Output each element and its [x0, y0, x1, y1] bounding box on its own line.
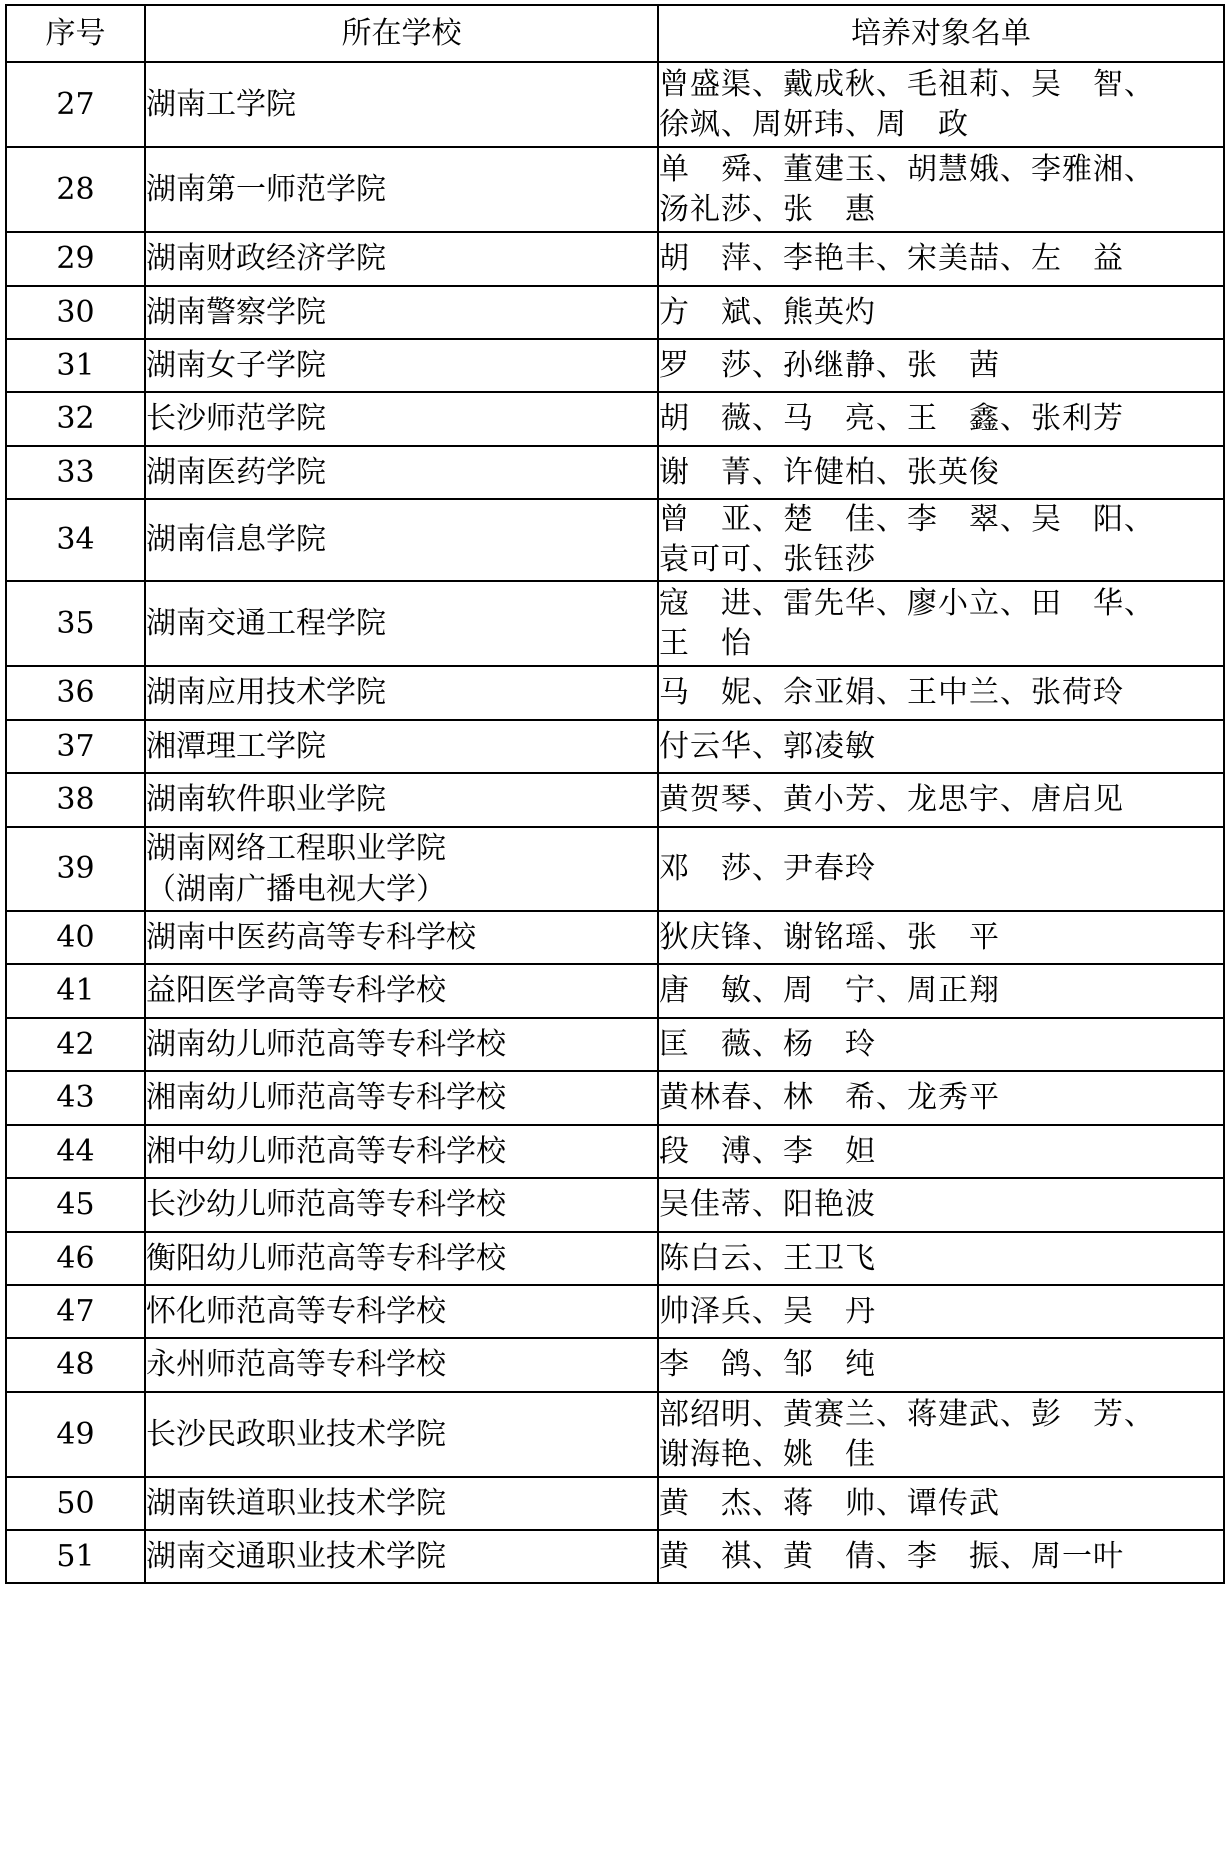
- school-name-line: 湖南财政经济学院: [146, 241, 386, 276]
- school-cell: [145, 1018, 658, 1071]
- school-cell: [145, 827, 658, 911]
- candidate-names-line: 胡 萍、李艳丰、宋美喆、左 益: [659, 241, 1124, 276]
- school-name-line: 湖南信息学院: [146, 522, 326, 557]
- school-cell: [145, 1392, 658, 1477]
- table-row: [6, 581, 1224, 666]
- candidate-names-cell: [658, 446, 1224, 499]
- table-row: [6, 62, 1224, 147]
- school-name-line: 湖南医药学院: [146, 454, 326, 490]
- school-cell: [145, 964, 658, 1018]
- table-row: [6, 1125, 1224, 1178]
- serial-number-cell: 37: [6, 720, 145, 773]
- school-cell: [145, 446, 658, 499]
- candidate-names-line: 部绍明、黄赛兰、蒋建武、彭 芳、: [659, 1396, 1155, 1432]
- table-row: [6, 446, 1224, 499]
- serial-number-cell: 31: [6, 339, 145, 392]
- school-name-line: 长沙幼儿师范高等专科学校: [146, 1187, 506, 1222]
- serial-number-cell: 30: [6, 286, 145, 339]
- candidate-names-line: 李 鸽、邹 纯: [659, 1347, 876, 1382]
- school-cell: [145, 286, 658, 339]
- table-row: [6, 1392, 1224, 1477]
- candidate-names-line: 黄林春、林 希、龙秀平: [659, 1080, 1000, 1115]
- serial-number-cell: 46: [6, 1232, 145, 1285]
- school-name-line: 湖南警察学院: [146, 294, 326, 330]
- table-row: [6, 773, 1224, 827]
- school-name-line: 湖南应用技术学院: [146, 675, 386, 710]
- table-row: [6, 1530, 1224, 1583]
- serial-number-cell: 33: [6, 446, 145, 499]
- header-school: 所在学校: [145, 5, 658, 62]
- school-cell: [145, 392, 658, 446]
- serial-number-cell: 48: [6, 1338, 145, 1392]
- school-cell: [145, 499, 658, 581]
- serial-number-cell: 41: [6, 964, 145, 1018]
- candidate-names-line: 吴佳蒂、阳艳波: [659, 1187, 876, 1222]
- school-cell: [145, 666, 658, 720]
- candidate-names-line: 寇 进、雷先华、廖小立、田 华、: [659, 585, 1155, 621]
- header-serial-number: 序号: [6, 5, 145, 62]
- candidate-names-line: 曾盛渠、戴成秋、毛祖莉、吴 智、: [659, 66, 1155, 102]
- school-name-line: 湖南女子学院: [146, 347, 326, 383]
- candidate-names-cell: [658, 147, 1224, 232]
- school-name-line: 湖南工学院: [146, 86, 296, 122]
- table-row: [6, 1071, 1224, 1125]
- school-name-line: 湘南幼儿师范高等专科学校: [146, 1080, 506, 1115]
- table-row: [6, 1285, 1224, 1338]
- table-body: [6, 62, 1224, 1583]
- serial-number-cell: 42: [6, 1018, 145, 1071]
- table-row: [6, 147, 1224, 232]
- candidate-names-cell: [658, 1232, 1224, 1285]
- candidate-names-cell: [658, 1285, 1224, 1338]
- serial-number-cell: 47: [6, 1285, 145, 1338]
- candidate-names-line: 黄 杰、蒋 帅、谭传武: [659, 1485, 1000, 1521]
- table-row: [6, 499, 1224, 581]
- candidate-names-line: 胡 薇、马 亮、王 鑫、张利芳: [659, 401, 1124, 436]
- candidate-names-cell: [658, 964, 1224, 1018]
- serial-number-cell: 45: [6, 1178, 145, 1232]
- table-row: [6, 964, 1224, 1018]
- candidate-names-line: 谢海艳、姚 佳: [659, 1436, 876, 1472]
- candidate-names-line: 王 怡: [659, 625, 752, 661]
- school-name-line: 湖南幼儿师范高等专科学校: [146, 1026, 506, 1062]
- table-row: [6, 827, 1224, 911]
- school-cell: [145, 1477, 658, 1530]
- school-cell: [145, 720, 658, 773]
- school-cell: [145, 62, 658, 147]
- candidate-names-cell: [658, 666, 1224, 720]
- table-row: [6, 1178, 1224, 1232]
- school-cell: [145, 147, 658, 232]
- candidate-names-line: 谢 菁、许健柏、张英俊: [659, 454, 1000, 490]
- candidate-names-line: 陈白云、王卫飞: [659, 1240, 876, 1276]
- candidate-list-table: [5, 4, 1225, 1584]
- school-cell: [145, 911, 658, 964]
- serial-number-cell: 29: [6, 232, 145, 286]
- school-name-line: 湖南中医药高等专科学校: [146, 919, 476, 955]
- serial-number-cell: 38: [6, 773, 145, 827]
- candidate-names-cell: [658, 911, 1224, 964]
- school-name-line: 永州师范高等专科学校: [146, 1347, 446, 1382]
- serial-number-cell: 39: [6, 827, 145, 911]
- school-cell: [145, 232, 658, 286]
- candidate-names-cell: [658, 1071, 1224, 1125]
- school-name-line: 怀化师范高等专科学校: [146, 1293, 446, 1329]
- serial-number-cell: 49: [6, 1392, 145, 1477]
- candidate-names-cell: [658, 232, 1224, 286]
- table-header-row: [6, 5, 1224, 62]
- candidate-names-line: 段 溥、李 妲: [659, 1133, 876, 1169]
- candidate-names-line: 徐飒、周妍玮、周 政: [659, 106, 969, 142]
- candidate-names-line: 马 妮、佘亚娟、王中兰、张荷玲: [659, 675, 1124, 710]
- school-cell: [145, 1338, 658, 1392]
- serial-number-cell: 51: [6, 1530, 145, 1583]
- serial-number-cell: 35: [6, 581, 145, 666]
- candidate-names-line: 汤礼莎、张 惠: [659, 191, 876, 227]
- candidate-names-cell: [658, 499, 1224, 581]
- school-cell: [145, 339, 658, 392]
- candidate-names-cell: [658, 773, 1224, 827]
- table-row: [6, 286, 1224, 339]
- school-name-line: 益阳医学高等专科学校: [146, 973, 446, 1008]
- table-row: [6, 720, 1224, 773]
- table-row: [6, 1232, 1224, 1285]
- school-cell: [145, 1178, 658, 1232]
- candidate-names-cell: [658, 1477, 1224, 1530]
- school-cell: [145, 1285, 658, 1338]
- serial-number-cell: 27: [6, 62, 145, 147]
- candidate-names-line: 匡 薇、杨 玲: [659, 1026, 876, 1062]
- school-name-line: 湖南网络工程职业学院: [146, 831, 446, 866]
- candidate-names-cell: [658, 1392, 1224, 1477]
- candidate-names-line: 罗 莎、孙继静、张 茜: [659, 347, 1000, 383]
- school-name-line: 湘中幼儿师范高等专科学校: [146, 1133, 506, 1169]
- serial-number-cell: 40: [6, 911, 145, 964]
- candidate-names-cell: [658, 1018, 1224, 1071]
- serial-number-cell: 32: [6, 392, 145, 446]
- table-row: [6, 911, 1224, 964]
- serial-number-cell: 50: [6, 1477, 145, 1530]
- school-cell: [145, 1071, 658, 1125]
- candidate-names-cell: [658, 339, 1224, 392]
- school-name-line: 湖南交通职业技术学院: [146, 1538, 446, 1574]
- school-name-line: （湖南广播电视大学）: [146, 872, 446, 907]
- candidate-names-line: 袁可可、张钰莎: [659, 542, 876, 577]
- table-row: [6, 1338, 1224, 1392]
- candidate-names-cell: [658, 581, 1224, 666]
- candidate-names-line: 黄 祺、黄 倩、李 振、周一叶: [659, 1538, 1124, 1574]
- school-cell: [145, 1530, 658, 1583]
- table-row: [6, 1018, 1224, 1071]
- candidate-names-line: 曾 亚、楚 佳、李 翠、吴 阳、: [659, 502, 1155, 537]
- table-row: [6, 339, 1224, 392]
- candidate-names-line: 狄庆锋、谢铭瑶、张 平: [659, 919, 1000, 955]
- candidate-names-line: 单 舜、董建玉、胡慧娥、李雅湘、: [659, 151, 1155, 187]
- table-row: [6, 666, 1224, 720]
- candidate-names-cell: [658, 1178, 1224, 1232]
- school-name-line: 湖南软件职业学院: [146, 782, 386, 817]
- school-name-line: 衡阳幼儿师范高等专科学校: [146, 1240, 506, 1276]
- serial-number-cell: 43: [6, 1071, 145, 1125]
- school-name-line: 长沙师范学院: [146, 401, 326, 436]
- school-cell: [145, 1125, 658, 1178]
- school-name-line: 湖南交通工程学院: [146, 605, 386, 641]
- serial-number-cell: 44: [6, 1125, 145, 1178]
- candidate-names-cell: [658, 827, 1224, 911]
- candidate-names-line: 唐 敏、周 宁、周正翔: [659, 973, 1000, 1008]
- candidate-names-cell: [658, 1125, 1224, 1178]
- school-cell: [145, 1232, 658, 1285]
- candidate-names-line: 邓 莎、尹春玲: [659, 851, 876, 886]
- header-candidate-list: 培养对象名单: [658, 5, 1224, 62]
- school-name-line: 湖南铁道职业技术学院: [146, 1485, 446, 1521]
- serial-number-cell: 28: [6, 147, 145, 232]
- candidate-names-line: 方 斌、熊英灼: [659, 294, 876, 330]
- candidate-names-cell: [658, 1338, 1224, 1392]
- school-name-line: 湖南第一师范学院: [146, 171, 386, 207]
- school-name-line: 长沙民政职业技术学院: [146, 1416, 446, 1452]
- candidate-names-cell: [658, 286, 1224, 339]
- serial-number-cell: 36: [6, 666, 145, 720]
- candidate-names-cell: [658, 1530, 1224, 1583]
- table-row: [6, 392, 1224, 446]
- candidate-names-cell: [658, 720, 1224, 773]
- candidate-names-line: 付云华、郭凌敏: [659, 728, 876, 764]
- school-cell: [145, 773, 658, 827]
- candidate-names-line: 黄贺琴、黄小芳、龙思宇、唐启见: [659, 782, 1124, 817]
- candidate-names-cell: [658, 62, 1224, 147]
- candidate-names-line: 帅泽兵、吴 丹: [659, 1293, 876, 1329]
- school-name-line: 湘潭理工学院: [146, 728, 326, 764]
- serial-number-cell: 34: [6, 499, 145, 581]
- candidate-names-cell: [658, 392, 1224, 446]
- school-cell: [145, 581, 658, 666]
- table-row: [6, 232, 1224, 286]
- table-row: [6, 1477, 1224, 1530]
